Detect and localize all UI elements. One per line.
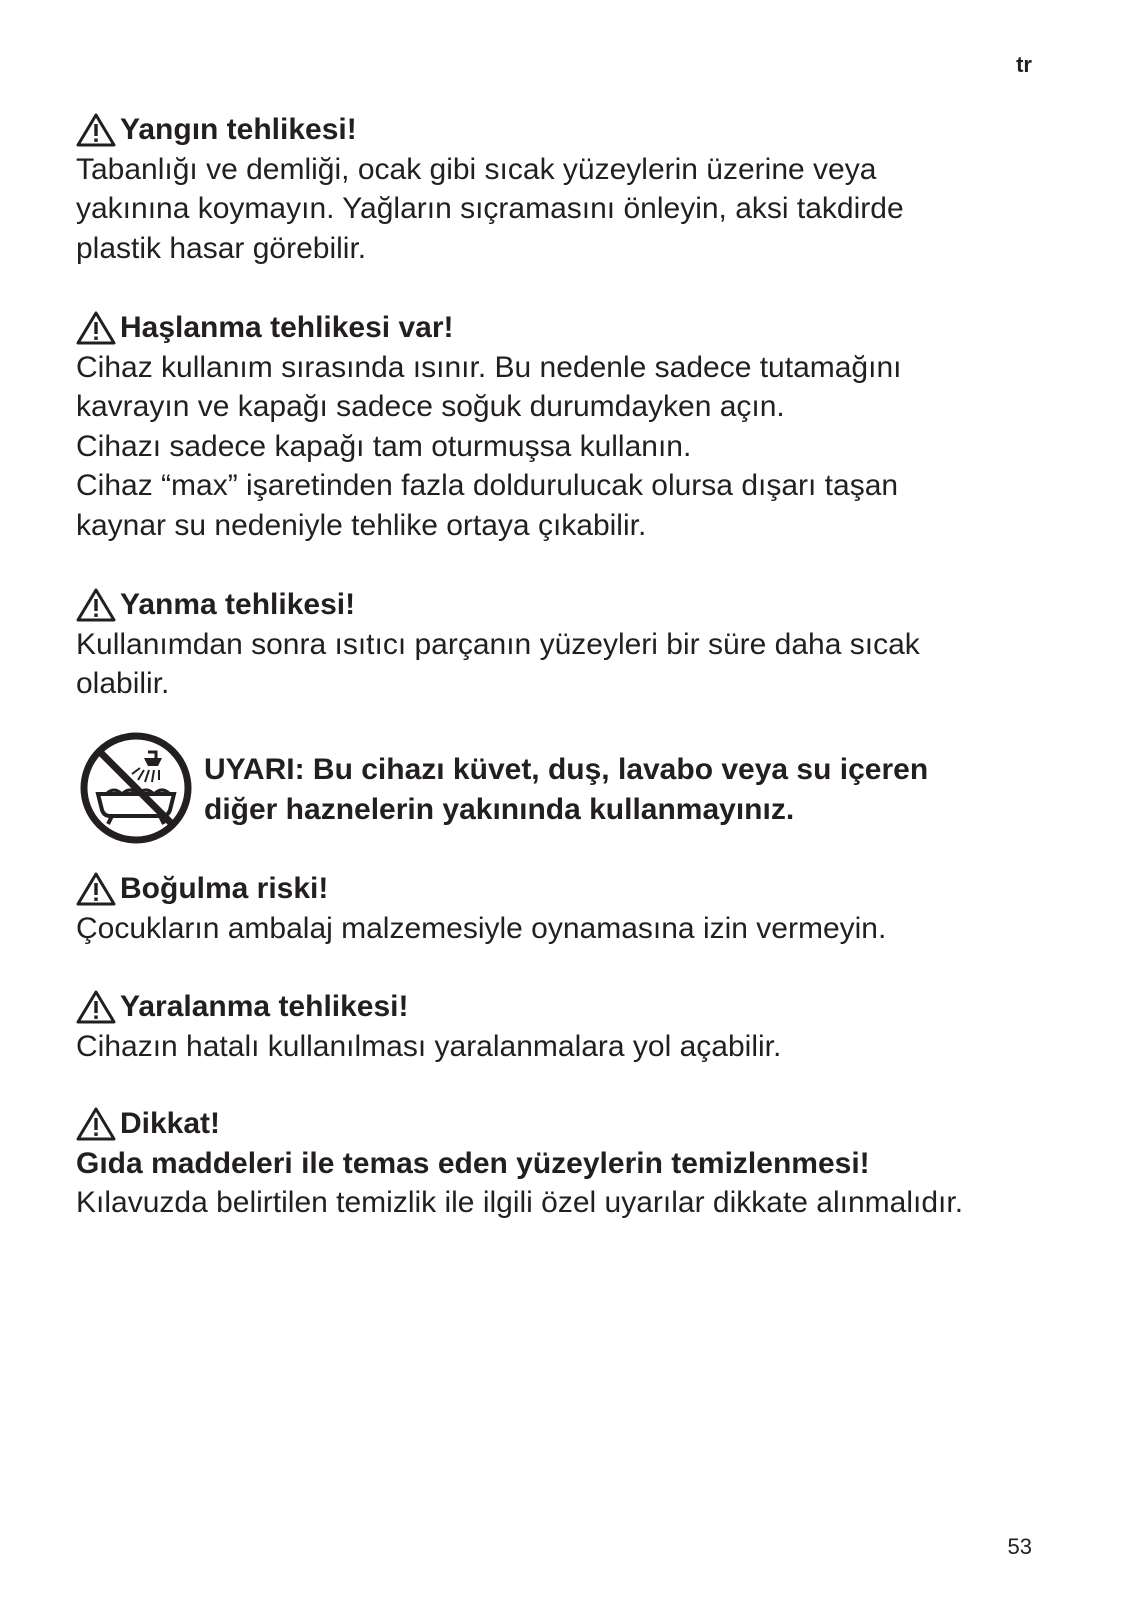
- body-line: Cihazı sadece kapağı tam oturmuşsa kullanın.: [76, 429, 692, 463]
- bath-warning: [78, 730, 1078, 850]
- section-heading: [76, 987, 1056, 1027]
- warning-triangle-icon: [76, 311, 116, 345]
- body-line: Çocukların ambalaj malzemesiyle oynamasına izin vermeyin.: [76, 911, 887, 945]
- language-code: tr: [1016, 52, 1032, 77]
- section-title: Dikkat!: [120, 1107, 221, 1140]
- body-line: Cihaz “max” işaretinden fazla doldurulucak olursa dışarı taşan: [76, 469, 899, 502]
- section-heading: [76, 585, 1056, 625]
- body-line: yakınına koymayın. Yağların sıçramasını önleyin, aksi takdirde: [76, 192, 904, 225]
- section-subtitle: Gıda maddeleri ile temas eden yüzeylerin temizlenmesi!: [76, 1146, 870, 1180]
- warning-triangle-icon: [76, 113, 116, 147]
- body-line: kaynar su nedeniyle tehlike ortaya çıkabilir.: [76, 508, 647, 542]
- section-burn-hazard: [76, 585, 1056, 704]
- body-line: plastik hasar görebilir.: [76, 231, 367, 265]
- section-title: Haşlanma tehlikesi var!: [120, 311, 454, 344]
- body-line: Tabanlığı ve demliği, ocak gibi sıcak yüzeylerin üzerine veya: [76, 152, 877, 186]
- section-heading: [76, 869, 1056, 909]
- page-number: 53: [1007, 1534, 1032, 1559]
- section-heading: [76, 308, 1056, 348]
- body-line: olabilir.: [76, 667, 170, 700]
- warning-triangle-icon: [76, 1107, 116, 1141]
- section-injury-hazard: [76, 987, 1056, 1066]
- bath-warning-line: diğer haznelerin yakınında kullanmayınız.: [204, 792, 795, 826]
- section-title: Yaralanma tehlikesi!: [120, 990, 409, 1023]
- no-bathtub-icon: [78, 730, 194, 846]
- section-title: Yangın tehlikesi!: [120, 113, 357, 146]
- section-title: Yanma tehlikesi!: [120, 588, 356, 621]
- bath-warning-line: UYARI: Bu cihazı küvet, duş, lavabo veya su içeren: [204, 753, 929, 786]
- warning-triangle-icon: [76, 588, 116, 622]
- body-line: Cihazın hatalı kullanılması yaralanmalara yol açabilir.: [76, 1029, 782, 1063]
- warning-triangle-icon: [76, 990, 116, 1024]
- section-title: Boğulma riski!: [120, 872, 329, 905]
- body-line: Kılavuzda belirtilen temizlik ile ilgili özel uyarılar dikkate alınmalıdır.: [76, 1186, 964, 1219]
- body-line: Cihaz kullanım sırasında ısınır. Bu nedenle sadece tutamağını: [76, 350, 902, 384]
- section-attention: [76, 1104, 1056, 1223]
- section-heading: [76, 110, 1056, 150]
- section-suffocation-risk: [76, 869, 1056, 948]
- body-line: Kullanımdan sonra ısıtıcı parçanın yüzeyleri bir süre daha sıcak: [76, 627, 920, 661]
- section-heading: [76, 1104, 1056, 1144]
- section-scald-hazard: [76, 308, 1056, 545]
- warning-triangle-icon: [76, 872, 116, 906]
- body-line: kavrayın ve kapağı sadece soğuk durumdayken açın.: [76, 390, 785, 423]
- section-fire-hazard: [76, 110, 1056, 268]
